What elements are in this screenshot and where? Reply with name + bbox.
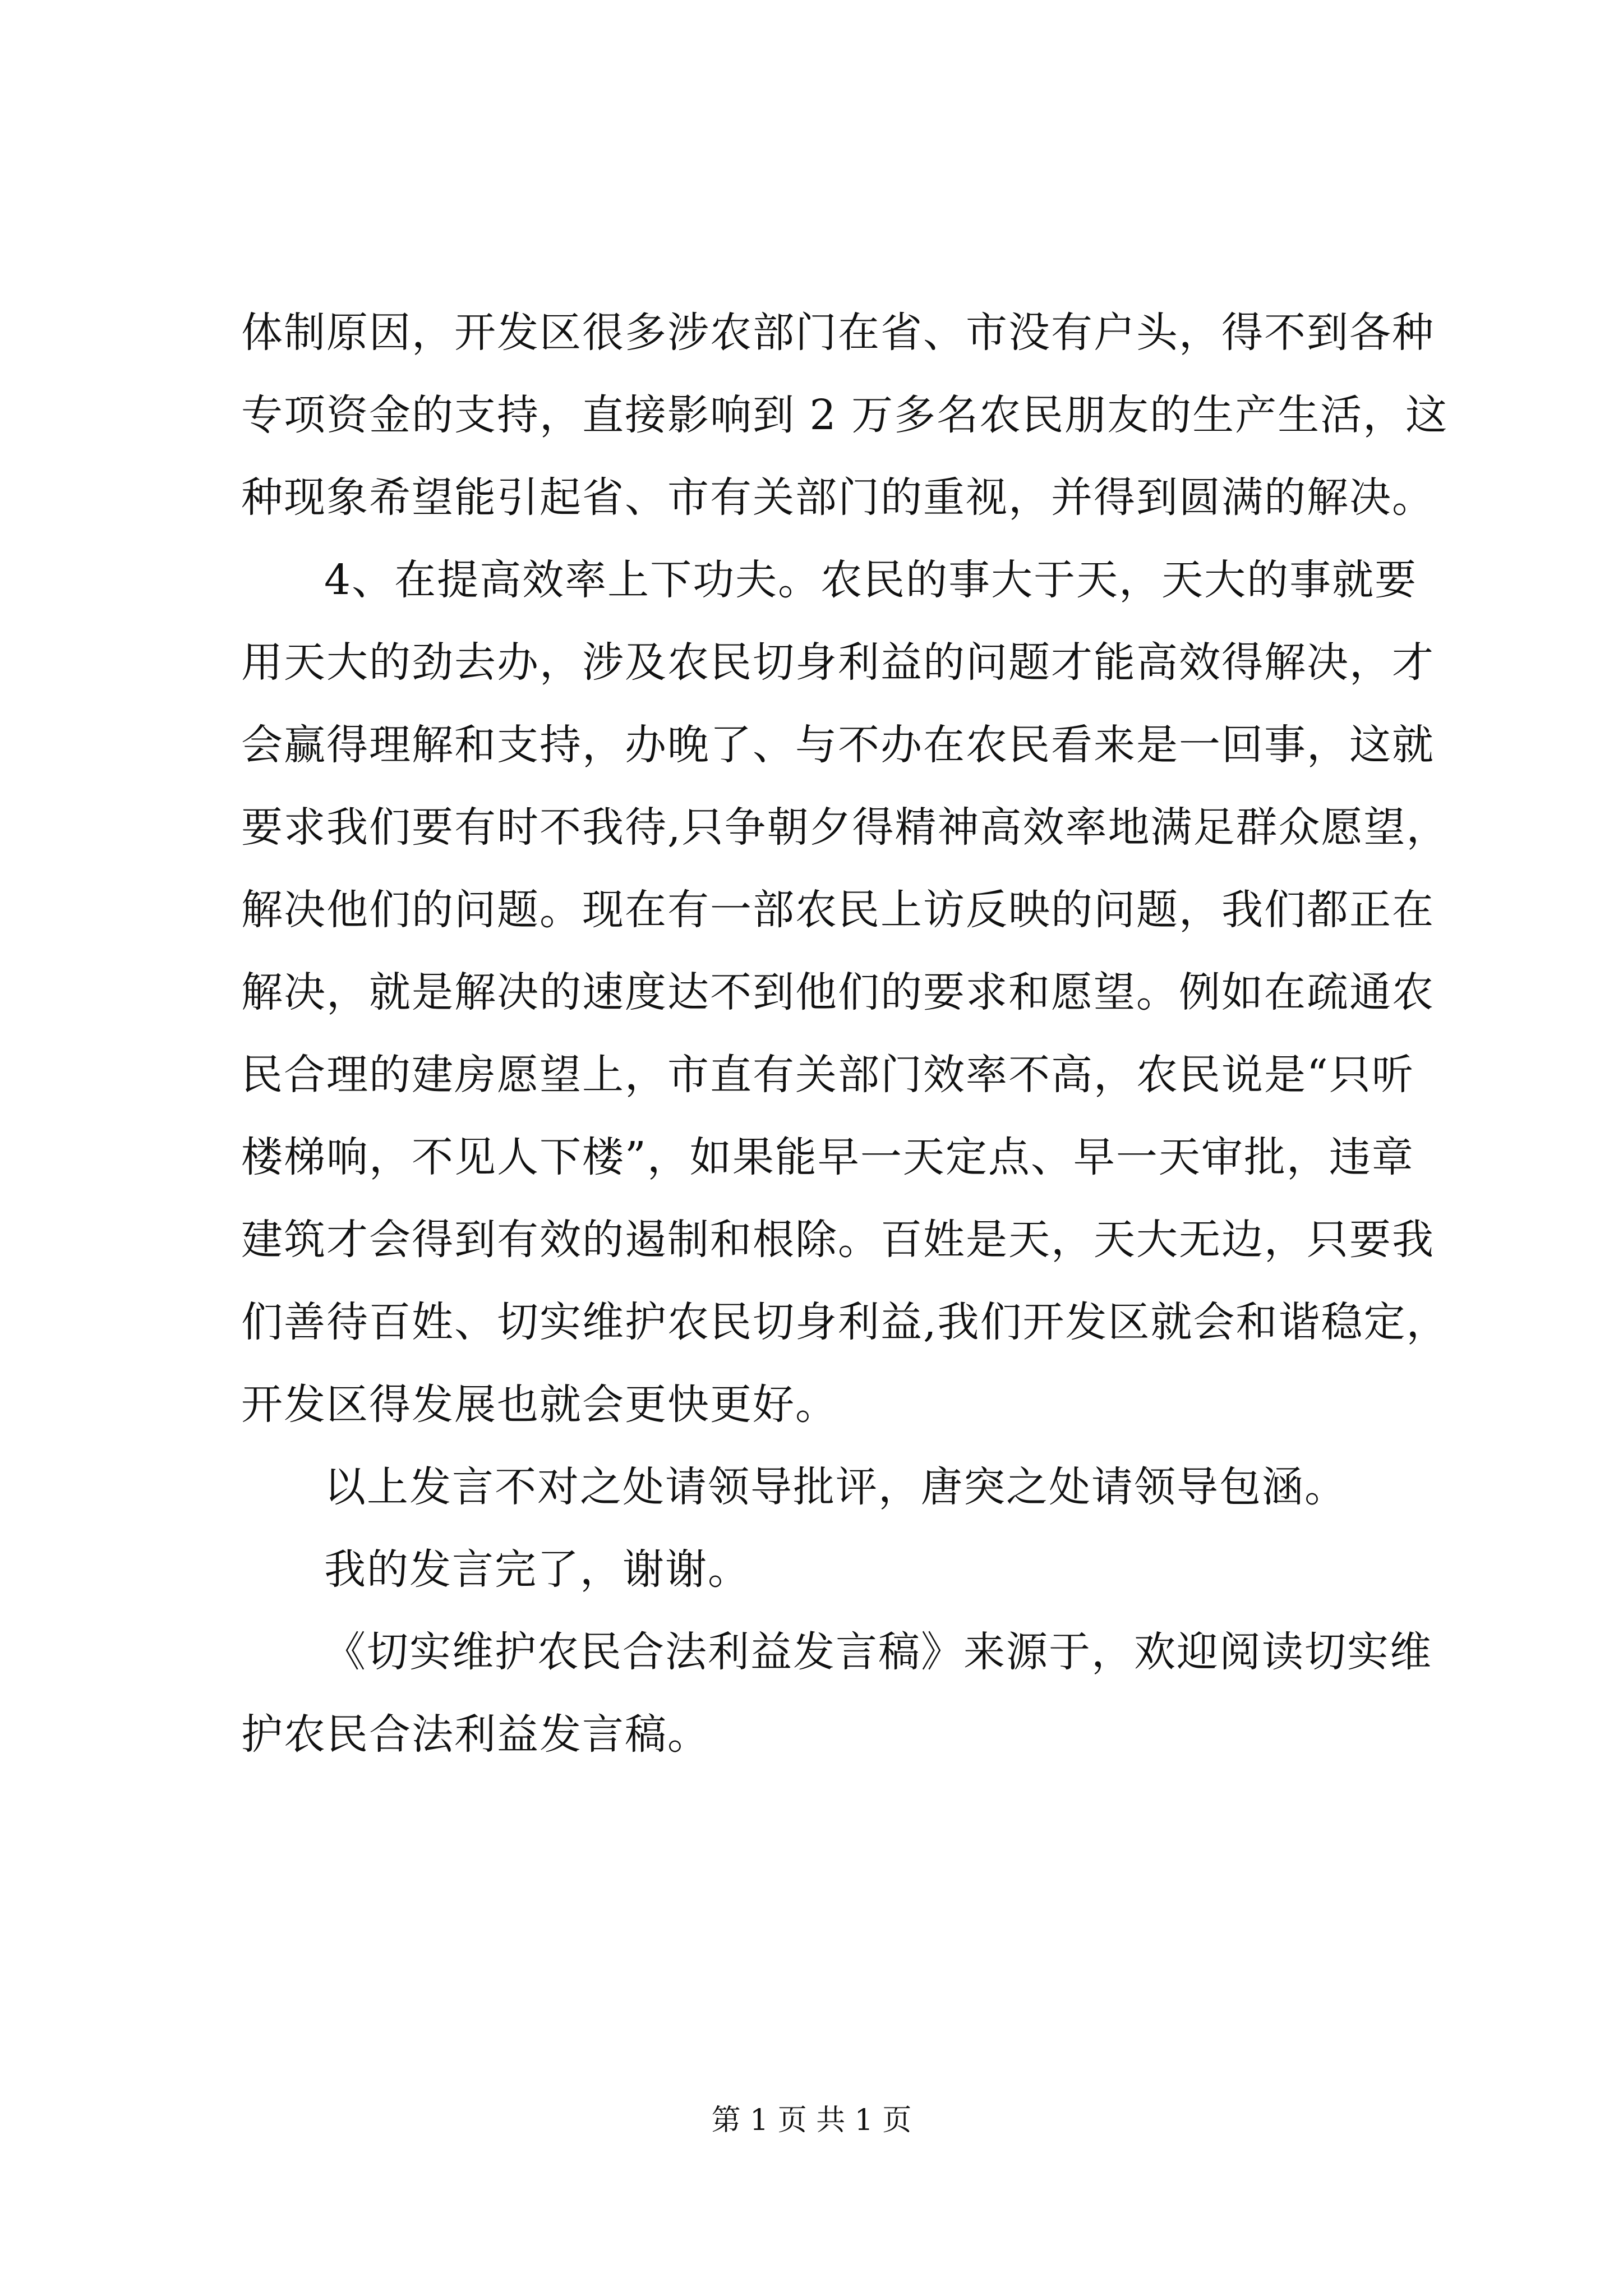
text-line: 开发区得发展也就会更快更好。 bbox=[241, 1381, 838, 1429]
paragraph-start-line: 《切实维护农民合法利益发言稿》来源于，欢迎阅读切实维 bbox=[324, 1628, 1432, 1676]
text-line: 解决他们的问题。现在有一部农民上访反映的问题，我们都正在 bbox=[241, 886, 1435, 934]
paragraph-start-line: 我的发言完了，谢谢。 bbox=[324, 1545, 750, 1594]
paragraph-start-line: 以上发言不对之处请领导批评，唐突之处请领导包涵。 bbox=[324, 1463, 1347, 1511]
text-line: 们善待百姓、切实维护农民切身利益,我们开发区就会和谐稳定， bbox=[241, 1298, 1449, 1346]
text-line: 体制原因，开发区很多涉农部门在省、市没有户头，得不到各种 bbox=[241, 309, 1435, 357]
text-line: 解决，就是解决的速度达不到他们的要求和愿望。例如在疏通农 bbox=[241, 968, 1435, 1016]
text-line: 楼梯响，不见人下楼”，如果能早一天定点、早一天审批，违章 bbox=[241, 1133, 1414, 1181]
text-line: 护农民合法利益发言稿。 bbox=[241, 1710, 710, 1759]
text-line: 建筑才会得到有效的遏制和根除。百姓是天，天大无边，只要我 bbox=[241, 1216, 1435, 1264]
text-line: 会赢得理解和支持，办晚了、与不办在农民看来是一回事，这就 bbox=[241, 721, 1435, 769]
text-line: 用天大的劲去办，涉及农民切身利益的问题才能高效得解决，才 bbox=[241, 638, 1435, 687]
document-body bbox=[241, 292, 1449, 1776]
paragraph-start-line: 4、在提高效率上下功夫。农民的事大于天，天大的事就要 bbox=[324, 556, 1418, 604]
text-line: 种现象希望能引起省、市有关部门的重视，并得到圆满的解决。 bbox=[241, 473, 1435, 522]
text-line: 民合理的建房愿望上，市直有关部门效率不高，农民说是“只听 bbox=[241, 1051, 1414, 1099]
text-line: 要求我们要有时不我待,只争朝夕得精神高效率地满足群众愿望， bbox=[241, 803, 1449, 852]
page-number-label: 第 1 页 共 1 页 bbox=[711, 2104, 912, 2137]
text-line: 专项资金的支持，直接影响到 2 万多名农民朋友的生产生活，这 bbox=[241, 391, 1449, 439]
page-footer bbox=[0, 2101, 1623, 2140]
